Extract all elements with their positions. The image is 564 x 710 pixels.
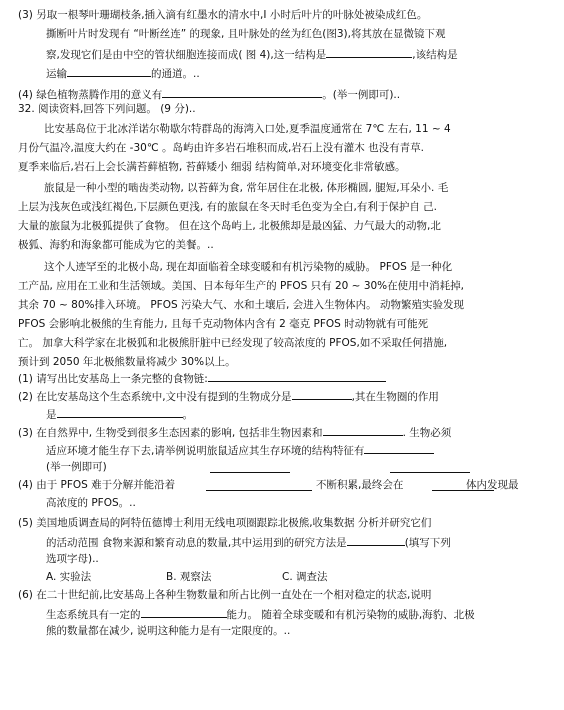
p2-line-2: 上层为浅灰色或浅红褐色,下层颜色更浅, 有的旅鼠在冬天时毛色变为全白,有利于保护自 己. — [18, 201, 438, 213]
sub5-blank-method[interactable] — [347, 534, 405, 546]
sub2-line-2-tail: 。 — [182, 409, 193, 421]
q4-text: (4) 绿色植物蒸腾作用的意义有 — [18, 89, 163, 101]
sub2-tail: ,其在生物圈的作用 — [351, 391, 439, 403]
p1-line-3: 夏季来临后,岩石上会长满苔藓植物, 苔藓矮小 细弱 结构简单,对环境变化非常敏感。 — [18, 161, 406, 173]
sub6-tail: 能力。 随着全球变暖和有机污染物的威胁,海豹、北极 — [226, 609, 475, 621]
sub5-line-1: (5) 美国地质调查局的阿特伍德博士利用无线电项圈跟踪北极熊,收集数据 分析并研究它们 — [18, 517, 432, 529]
sub1-text: (1) 请写出比安基岛上一条完整的食物链: — [18, 373, 208, 385]
sub6-line-2 — [46, 606, 475, 622]
q3-line-1: (3) 另取一根琴叶珊瑚枝条,插入滴有红墨水的清水中,I 小时后叶片的叶脉处被染成红色。 — [18, 9, 428, 21]
sub3-line-2-text: 适应环境才能生存下去,请举例说明旅鼠适应其生存环境的结构特征有 — [46, 445, 365, 457]
p2-line-1: 旅鼠是一种小型的啮齿类动物, 以苔藓为食, 常年居住在北极, 体形椭圆, 腿短,耳朵小. 毛 — [44, 182, 449, 194]
sub3-blank-factor[interactable] — [323, 424, 403, 436]
q3-blank-structure[interactable] — [326, 46, 412, 58]
p2-line-3: 大量的旅鼠为北极狐提供了食物。 但在这个岛屿上, 北极熊却是最凶猛、力气最大的动物,北 — [18, 220, 441, 232]
sub6-line-3: 熊的数量都在减少, 说明这种能力是有一定限度的。.. — [46, 625, 291, 637]
sub1-line — [18, 370, 386, 386]
sub6-text: 生态系统具有一定的 — [46, 609, 141, 621]
sub3-blank-2[interactable] — [210, 461, 290, 473]
p3-line-3: 其余 70 ~ 80%排入环境。 PFOS 污染大气、水和土壤后, 会进入生物体内。 动物繁殖实验发现 — [18, 299, 464, 311]
sub6-blank-ability[interactable] — [141, 606, 227, 618]
sub4-mid: 不断积累,最终会在 — [316, 479, 404, 491]
sub6-line-1: (6) 在二十世纪前,比安基岛上各种生物数量和所占比例一直处在一个相对稳定的状态,说明 — [18, 589, 432, 601]
q32-title: 32. 阅读资料,回答下列问题。 (9 分).. — [18, 103, 196, 115]
sub2-blank-component[interactable] — [292, 388, 352, 400]
sub4-text: (4) 由于 PFOS 难于分解并能沿着 — [18, 479, 176, 491]
q3-line-4-text: 运输 — [46, 68, 67, 80]
sub5-line-2 — [46, 534, 451, 550]
p3-line-4: PFOS 会影响北极熊的生育能力, 且每千克动物体内含有 2 毫克 PFOS 时动物就有可能死 — [18, 318, 429, 330]
p2-line-4: 极狐、海豹和海象都可能成为它的美餐。.. — [18, 239, 214, 251]
p3-line-1: 这个人迹罕至的北极小岛, 现在却面临着全球变暖和有机污染物的威胁。 PFOS 是一种化 — [44, 261, 453, 273]
sub2-blank-role[interactable] — [57, 406, 183, 418]
q3-line-3-tail: ,该结构是 — [412, 49, 458, 61]
sub3-text: (3) 在自然界中, 生物受到很多生态因素的影响, 包括非生物因素和 — [18, 427, 323, 439]
sub2-line-2 — [46, 406, 193, 422]
sub4-line-2: 高浓度的 PFOS。.. — [46, 497, 136, 509]
p1-line-2: 月份气温冷,温度大约在 -30℃ 。岛屿由许多岩石堆积而成,岩石上没有灌木 也没有青草. — [18, 142, 424, 154]
p3-line-6: 预计到 2050 年北极熊数量将减少 30%以上。 — [18, 356, 236, 368]
sub2-text: (2) 在比安基岛这个生态系统中,文中没有提到的生物成分是 — [18, 391, 292, 403]
sub4-tail: 体内发现最 — [466, 479, 519, 491]
q3-line-2: 撕断叶片时发现有 “叶断丝连” 的现象, 且叶脉处的丝为红色(图3),将其放在显微镜下观 — [46, 28, 446, 40]
sub5-line-3: 选项字母).. — [46, 553, 99, 565]
q3-line-3 — [46, 46, 458, 62]
sub5-text: 的活动范围 食物来源和繁育动息的数量,其中运用到的研究方法是 — [46, 537, 347, 549]
sub2-line-2-text: 是 — [46, 409, 57, 421]
p1-line-1: 比安基岛位于北冰洋诺尔勒歇尔特群岛的海湾入口处,夏季温度通常在 7℃ 左右, 11 ~ 4 — [44, 123, 451, 135]
sub5-option-a[interactable]: A. 实验法 — [46, 571, 92, 583]
sub4-blank-chain[interactable] — [206, 479, 312, 491]
sub3-tail: . 生物必须 — [402, 427, 452, 439]
sub3-line-1 — [18, 424, 451, 440]
sub3-blank-feature[interactable] — [364, 442, 434, 454]
q3-line-4-tail: 的通道。.. — [151, 68, 200, 80]
q3-line-4 — [46, 65, 200, 81]
sub3-blank-3[interactable] — [390, 461, 470, 473]
sub4-line-1 — [18, 478, 175, 492]
sub1-blank[interactable] — [208, 370, 386, 382]
p3-line-2: 工产品, 应用在工业和生活领域。美国、日本每年生产的 PFOS 只有 20 ~ 30%在使用中消耗掉, — [18, 280, 464, 292]
q4-blank[interactable] — [162, 86, 322, 98]
q3-line-3-text: 察,发现它们是由中空的管状细胞连接而成( 图 4),这一结构是 — [46, 49, 327, 61]
q4-tail: 。(举一例即可).. — [322, 89, 401, 101]
sub2-line-1 — [18, 388, 439, 404]
sub3-line-3-text: (举一例即可) — [46, 461, 107, 473]
sub5-option-b[interactable]: B. 观察法 — [166, 571, 212, 583]
sub5-option-c[interactable]: C. 调查法 — [282, 571, 328, 583]
sub3-line-2 — [46, 442, 434, 458]
sub3-line-3 — [46, 460, 107, 474]
q3-blank-transport[interactable] — [67, 65, 151, 77]
sub5-tail: (填写下列 — [404, 537, 451, 549]
q4-line — [18, 86, 400, 102]
p3-line-5: 亡。 加拿大科学家在北极狐和北极熊肝脏中已经发现了较高浓度的 PFOS,如不采取任何措施, — [18, 337, 448, 349]
